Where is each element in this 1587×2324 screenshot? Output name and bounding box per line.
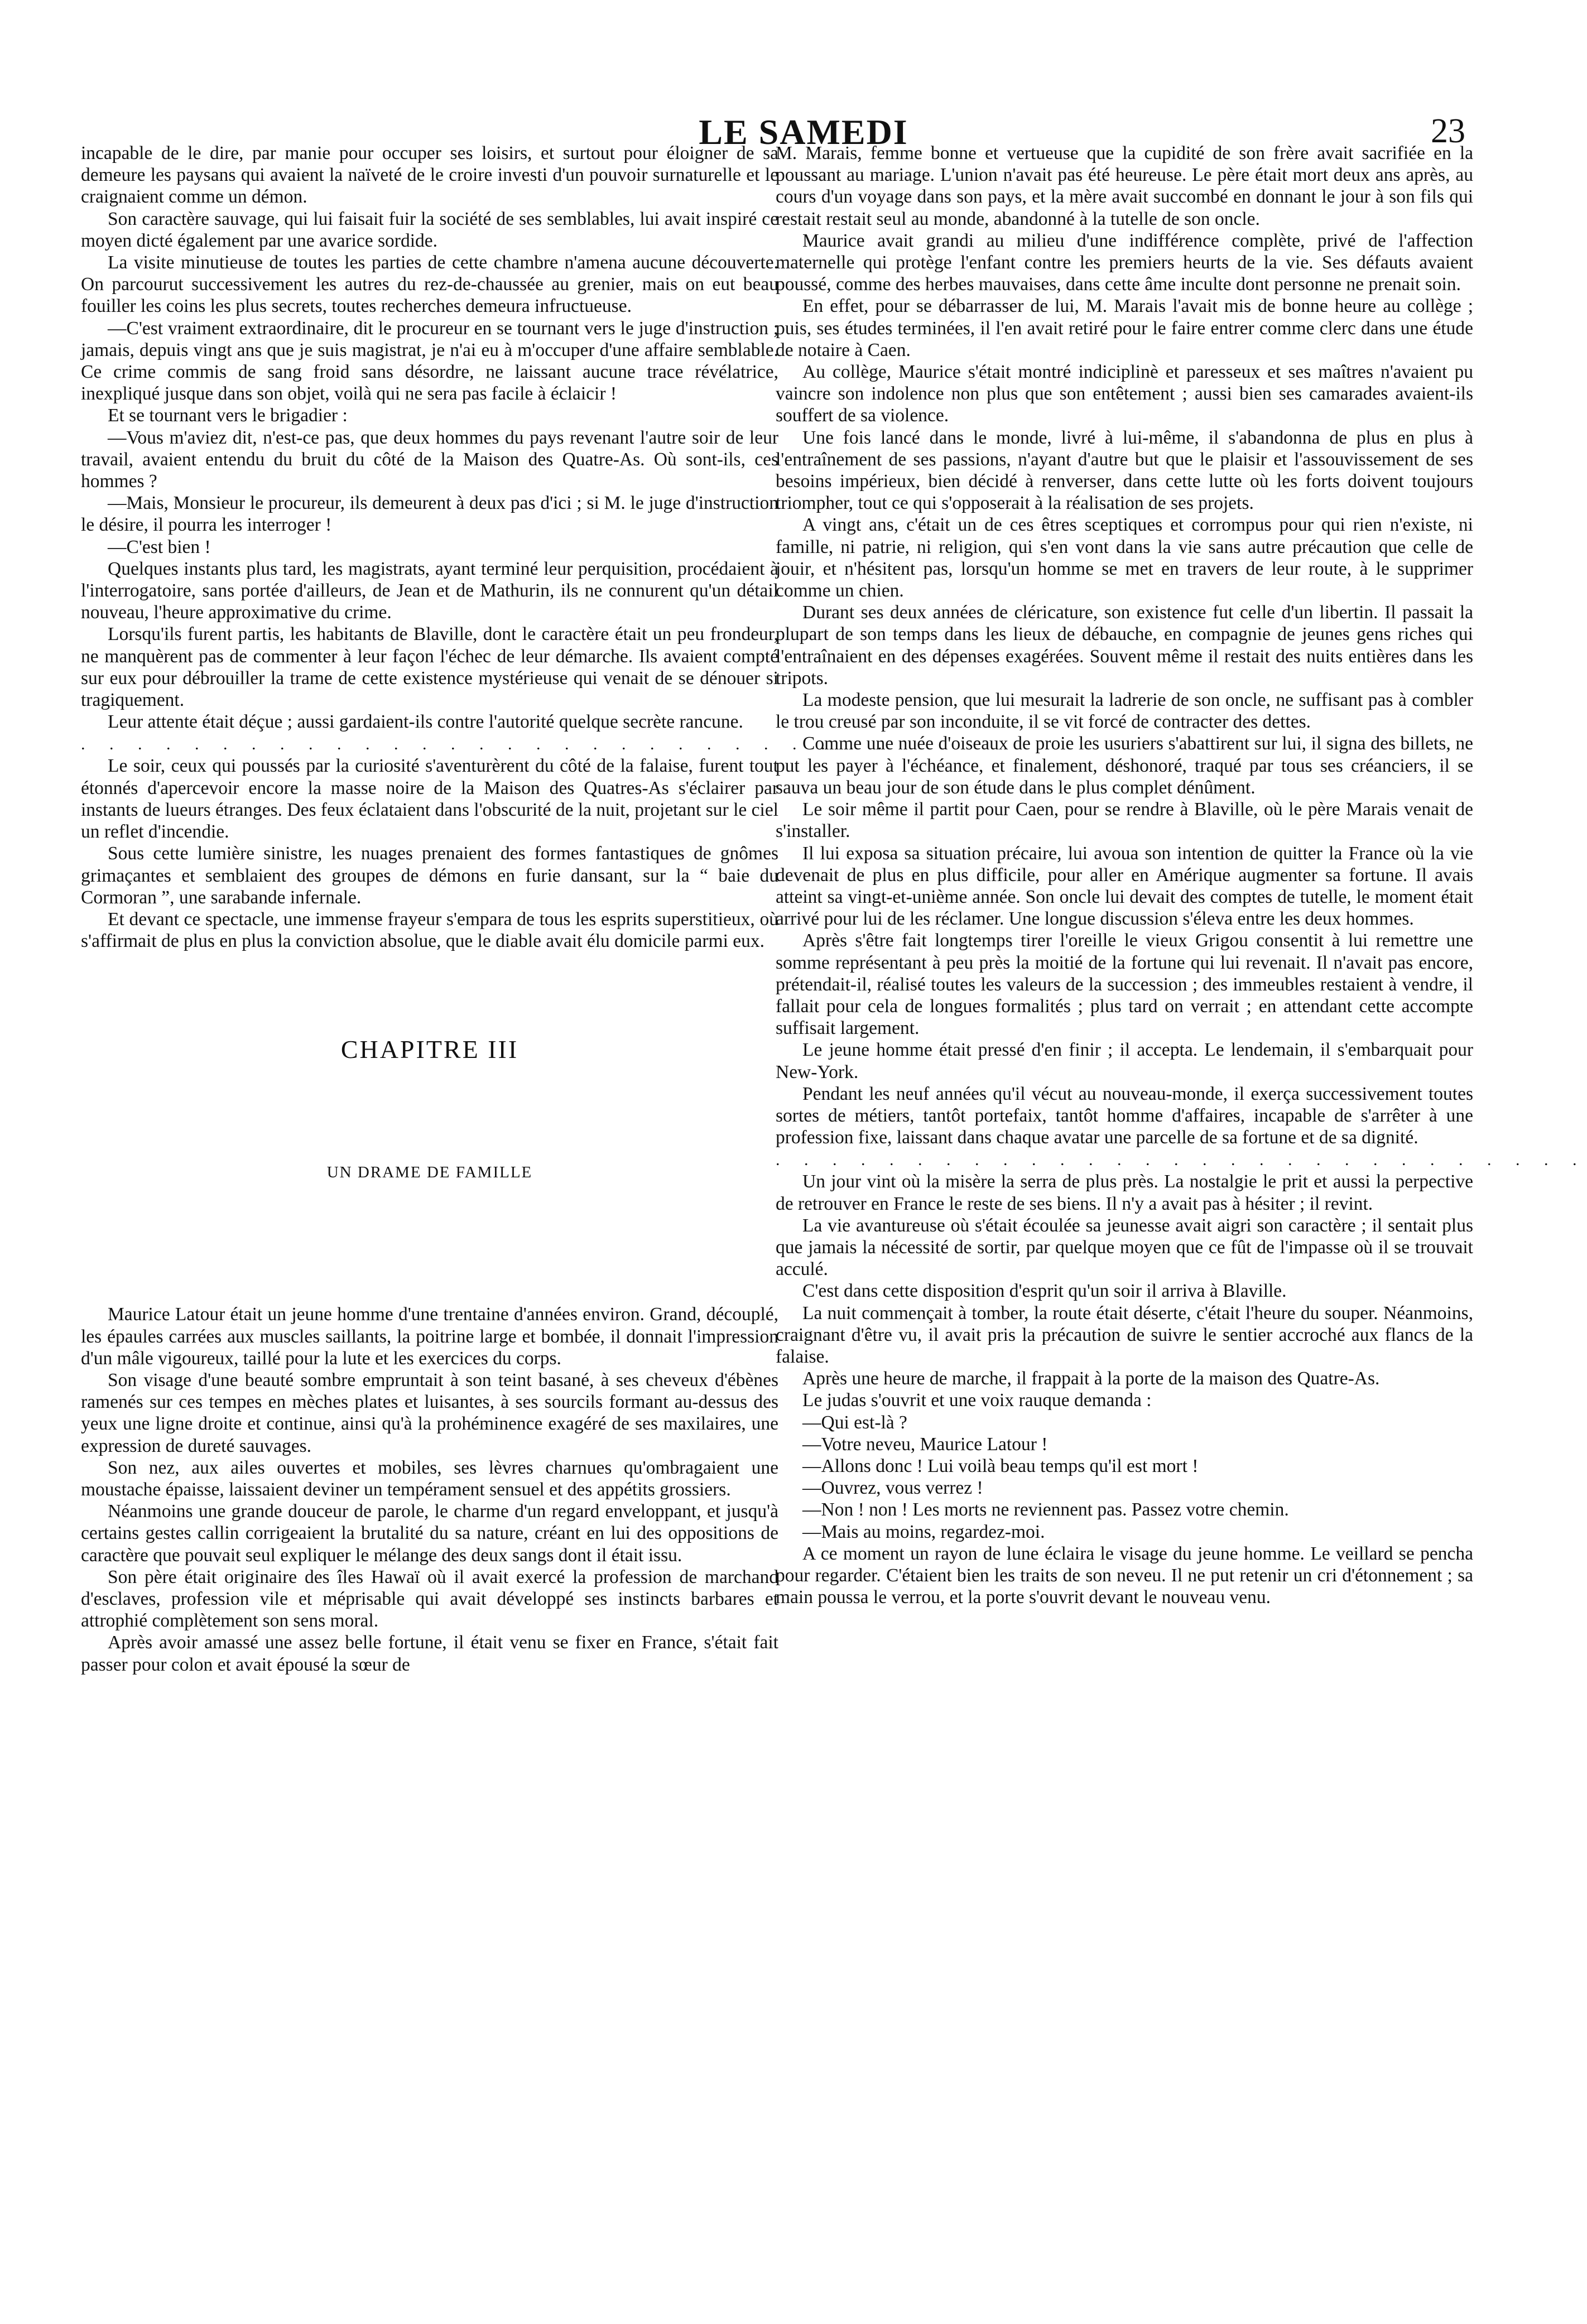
paragraph: Le soir, ceux qui poussés par la curiosité s'aventurèrent du côté de la falaise, furent tout étonnés d'apercevoir encore la masse noire de la Maison des Quatres-As s'éclairer par instants de lueurs étranges. Des feux éclataient dans l'obscurité de la nuit, projetant sur le ciel un reflet d'incendie. [81, 756, 778, 843]
paragraph: —Mais, Monsieur le procureur, ils demeurent à deux pas d'ici ; si M. le juge d'instruction le désire, il pourra les interroger ! [81, 493, 778, 536]
paragraph: M. Marais, femme bonne et vertueuse que la cupidité de son frère avait sacrifiée en la poussant au mariage. L'union n'avait pas été heureuse. Le père était mort deux ans après, au cours d'un voyage dans son pays, et la mère avait succombé en donnant le jour à son fils qui restait restait seul au monde, abandonné à la tutelle de son oncle. [776, 143, 1473, 229]
paragraph: C'est dans cette disposition d'esprit qu'un soir il arriva à Blaville. [802, 1281, 1287, 1302]
paragraph: —Votre neveu, Maurice Latour ! [802, 1433, 1048, 1455]
paragraph: Sous cette lumière sinistre, les nuages prenaient des formes fantastiques de gnômes grimaçantes et semblaient des groupes de démons en furie dansant, sur la “ baie du Cormoran ”, une sarabande infernale. [81, 843, 778, 908]
paragraph: En effet, pour se débarrasser de lui, M. Marais l'avait mis de bonne heure au collège ; puis, ses études terminées, il l'en avait retiré pour le faire entrer comme clerc dans une étude de notaire à Caen. [776, 296, 1473, 360]
paragraph: La visite minutieuse de toutes les parties de cette chambre n'amena aucune découverte. On parcourut successivement les autres du rez-de-chaussée au grenier, mais on eut beau fouiller les coins les plus secrets, toutes recherches demeura infructueuse. [81, 252, 778, 317]
right-after-break [776, 1171, 1473, 1608]
paragraph: Durant ses deux années de cléricature, son existence fut celle d'un libertin. Il passait la plupart de son temps dans les lieux de débauche, en compagnie de jeunes gens riches qui l'entraînaient en des dépenses exagérées. Souvent même il restait des nuits entières dans les tripots. [776, 602, 1473, 689]
paragraph: Au collège, Maurice s'était montré indiciplinè et paresseux et ses maîtres n'avaient pu vaincre son indolence non plus que son entêtement ; aussi bien ses camarades avaient-ils souffert de sa violence. [776, 362, 1473, 426]
right-column [776, 142, 1587, 2263]
paragraph: Quelques instants plus tard, les magistrats, ayant terminé leur perquisition, procédaient à l'interrogatoire, sans portée d'ailleurs, de Jean et de Mathurin, ils ne connurent qu'un détail nouveau, l'heure approximative du crime. [81, 558, 778, 623]
paragraph: —C'est bien ! [108, 536, 211, 557]
paragraph: La modeste pension, que lui mesurait la ladrerie de son oncle, ne suffisant pas à combler le trou creusé par son inconduite, il se vit forcé de contracter des dettes. [776, 690, 1473, 733]
section-separator: . . . . . . . . . . . . . . . . . . . . . . . . . . . . . [776, 1151, 1587, 1170]
paragraph: Le soir même il partit pour Caen, pour se rendre à Blaville, où le père Marais venait de s'installer. [776, 799, 1473, 842]
paragraph: —Ouvrez, vous verrez ! [802, 1478, 983, 1499]
paragraph: Et devant ce spectacle, une immense frayeur s'empara de tous les esprits superstitieux, où s'affirmait de plus en plus la conviction absolue, que le diable avait élu domicile parmi eux. [81, 908, 778, 952]
paragraph: Son père était originaire des îles Hawaï où il avait exercé la profession de marchand d'esclaves, profession vile et méprisable qui avait développé ses instincts barbares et attrophié complètement son sens moral. [81, 1566, 778, 1632]
paragraph: Pendant les neuf années qu'il vécut au nouveau-monde, il exerça successivement toutes sortes de métiers, tantôt portefaix, tantôt homme d'affaires, incapable de s'arrêter à une profession fixe, laissant dans chaque avatar une parcelle de sa fortune et de sa dignité. [776, 1083, 1473, 1148]
paragraph: —Vous m'aviez dit, n'est-ce pas, que deux hommes du pays revenant l'autre soir de leur travail, avaient entendu du bruit du côté de la Maison des Quatre-As. Où sont-ils, ces hommes ? [81, 427, 778, 492]
paragraph: Après avoir amassé une assez belle fortune, il était venu se fixer en France, s'était fait passer pour colon et avait épousé la sœur de [81, 1632, 778, 1675]
paragraph: A vingt ans, c'était un de ces êtres sceptiques et corrompus pour qui rien n'existe, ni famille, ni patrie, ni religion, qui s'en vont dans la vie sans autre précaution que celle de jouir, et n'hésitent pas, lorsqu'un homme se met en travers de leur route, à le supprimer comme un chien. [776, 514, 1473, 602]
left-before-break [81, 142, 778, 733]
right-before-break [776, 142, 1473, 1148]
paragraph: Une fois lancé dans le monde, livré à lui-même, il s'abandonna de plus en plus à l'entraînement de ses passions, n'ayant d'autre but que le plaisir et l'assouvissement de ses besoins impérieux, bien décidé à renverser, dans cette lutte où les forts doivent toujours triompher, tout ce qui s'opposerait à la réalisation de ses projets. [776, 427, 1473, 514]
paragraph: Après une heure de marche, il frappait à la porte de la maison des Quatre-As. [802, 1368, 1380, 1389]
paragraph: La vie avantureuse où s'était écoulée sa jeunesse avait aigri son caractère ; il sentait plus que jamais la nécessité de sortir, par quelque moyen que ce fût de l'impasse où il se trouvait acculé. [776, 1215, 1473, 1280]
page-number: 23 [1431, 112, 1465, 150]
paragraph: Maurice avait grandi au milieu d'une indifférence complète, privé de l'affection maternelle qui protège l'enfant contre les premiers heurts de la vie. Ses défauts avaient poussé, comme des herbes mauvaises, dans cette âme inculte dont personne ne prenait soin. [776, 230, 1473, 295]
paragraph: Comme une nuée d'oiseaux de proie les usuriers s'abattirent sur lui, il signa des billets, ne put les payer à l'échéance, et finalement, déshonoré, traqué par tous ses créanciers, il se sauva un beau jour de son étude dans le plus complet dénûment. [776, 733, 1473, 798]
section-separator: . . . . . . . . . . . . . . . . . . . . . . . . . . . . . [81, 735, 892, 754]
left-after-chapter [81, 1303, 778, 1675]
paragraph: Maurice Latour était un jeune homme d'une trentaine d'années environ. Grand, découplé, les épaules carrées aux muscles saillants, la poitrine large et bombée, il donnait l'impression d'un mâle vigoureux, taillé pour la lute et les exercices du corps. [81, 1304, 778, 1369]
chapter-subtitle: UN DRAME DE FAMILLE [326, 1163, 533, 1182]
paragraph: —Mais au moins, regardez-moi. [802, 1521, 1045, 1542]
left-after-break [81, 755, 778, 952]
paragraph: Néanmoins une grande douceur de parole, le charme d'un regard enveloppant, et jusqu'à certains gestes callin corrigeaient la brutalité du sa nature, créant en lui des oppositions de caractère que pouvait seul expliquer le mélange des deux sangs dont il était issu. [81, 1501, 778, 1566]
paragraph: Son caractère sauvage, qui lui faisait fuir la société de ses semblables, lui avait inspiré ce moyen dicté également par une avarice sordide. [81, 208, 778, 251]
paragraph: Après s'être fait longtemps tirer l'oreille le vieux Grigou consentit à lui remettre une somme représentant à peu près la moitié de la fortune qui lui revenait. Il n'avait pas encore, prétendait-il, réalisé toutes les valeurs de la succession ; des immeubles restaient à vendre, il fallait pour cela de longues formalités ; plus tard on verrait ; en attendant cette accompte suffisait largement. [776, 930, 1473, 1039]
journal-title: LE SAMEDI [699, 112, 908, 152]
paragraph: incapable de le dire, par manie pour occuper ses loisirs, et surtout pour éloigner de sa demeure les paysans qui avaient la naïveté de le croire investi d'un pouvoir surnaturelle et le craignaient comme un démon. [81, 143, 778, 208]
paragraph: La nuit commençait à tomber, la route était déserte, c'était l'heure du souper. Néanmoins, craignant d'être vu, il avait pris la précaution de suivre le sentier accroché aux flancs de la falaise. [776, 1302, 1473, 1367]
paragraph: Il lui exposa sa situation précaire, lui avoua son intention de quitter la France où la vie devenait de plus en plus difficile, pour aller en Amérique augmenter sa fortune. Il avais atteint sa vingt-et-unième année. Son oncle lui devait des comptes de tutelle, le moment était arrivé pour lui de les réclamer. Une longue discussion s'éleva entre les deux hommes. [776, 843, 1473, 930]
paragraph: Le judas s'ouvrit et une voix rauque demanda : [802, 1390, 1152, 1411]
paragraph: Son nez, aux ailes ouvertes et mobiles, ses lèvres charnues qu'ombragaient une moustache épaisse, laissaient deviner un tempérament sensuel et des appétits grossiers. [81, 1457, 778, 1500]
paragraph: Et se tournant vers le brigadier : [108, 405, 348, 426]
paragraph: Lorsqu'ils furent partis, les habitants de Blaville, dont le caractère était un peu frondeur, ne manquèrent pas de commenter à leur façon l'échec de leur démarche. Ils avaient compté sur eux pour débrouiller la trame de cette existence mystérieuse qui venait de se dénouer si tragiquement. [81, 624, 778, 711]
paragraph: —Non ! non ! Les morts ne reviennent pas. Passez votre chemin. [802, 1499, 1289, 1521]
paragraph: —Allons donc ! Lui voilà beau temps qu'il est mort ! [802, 1455, 1199, 1476]
paragraph: —C'est vraiment extraordinaire, dit le procureur en se tournant vers le juge d'instruction ; jamais, depuis vingt ans que je suis magistrat, je n'ai eu à m'occuper d'une affaire semblable. Ce crime commis de sang froid sans désordre, ne laissant aucune trace révélatrice, inexpliqué jusque dans son objet, voilà qui ne sera pas facile à éclaicir ! [81, 317, 778, 405]
paragraph: A ce moment un rayon de lune éclaira le visage du jeune homme. Le veillard se pencha pour regarder. C'étaient bien les traits de son neveu. Il ne put retenir un cri d'étonnement ; sa main poussa le verrou, et la porte s'ouvrit devant le nouveau venu. [776, 1543, 1473, 1608]
paragraph: Un jour vint où la misère la serra de plus près. La nostalgie le prit et aussi la perpective de retrouver en France le reste de ses biens. Il n'y a avait pas à hésiter ; il revint. [776, 1171, 1473, 1214]
paragraph: Son visage d'une beauté sombre empruntait à son teint basané, à ses cheveux d'ébènes ramenés sur ces tempes en mèches plates et luisantes, à ses sourcils formant au-dessus des yeux une ligne droite et continue, ainsi qu'à la prohéminence exagéré de ses maxilaires, une expression de dureté sauvages. [81, 1369, 778, 1456]
paragraph: —Qui est-là ? [802, 1412, 907, 1433]
paragraph: Le jeune homme était pressé d'en finir ; il accepta. Le lendemain, il s'embarquait pour New-York. [776, 1040, 1473, 1082]
paragraph: Leur attente était déçue ; aussi gardaient-ils contre l'autorité quelque secrète rancune. [108, 711, 743, 733]
chapter-title: CHAPITRE III [340, 1035, 519, 1064]
